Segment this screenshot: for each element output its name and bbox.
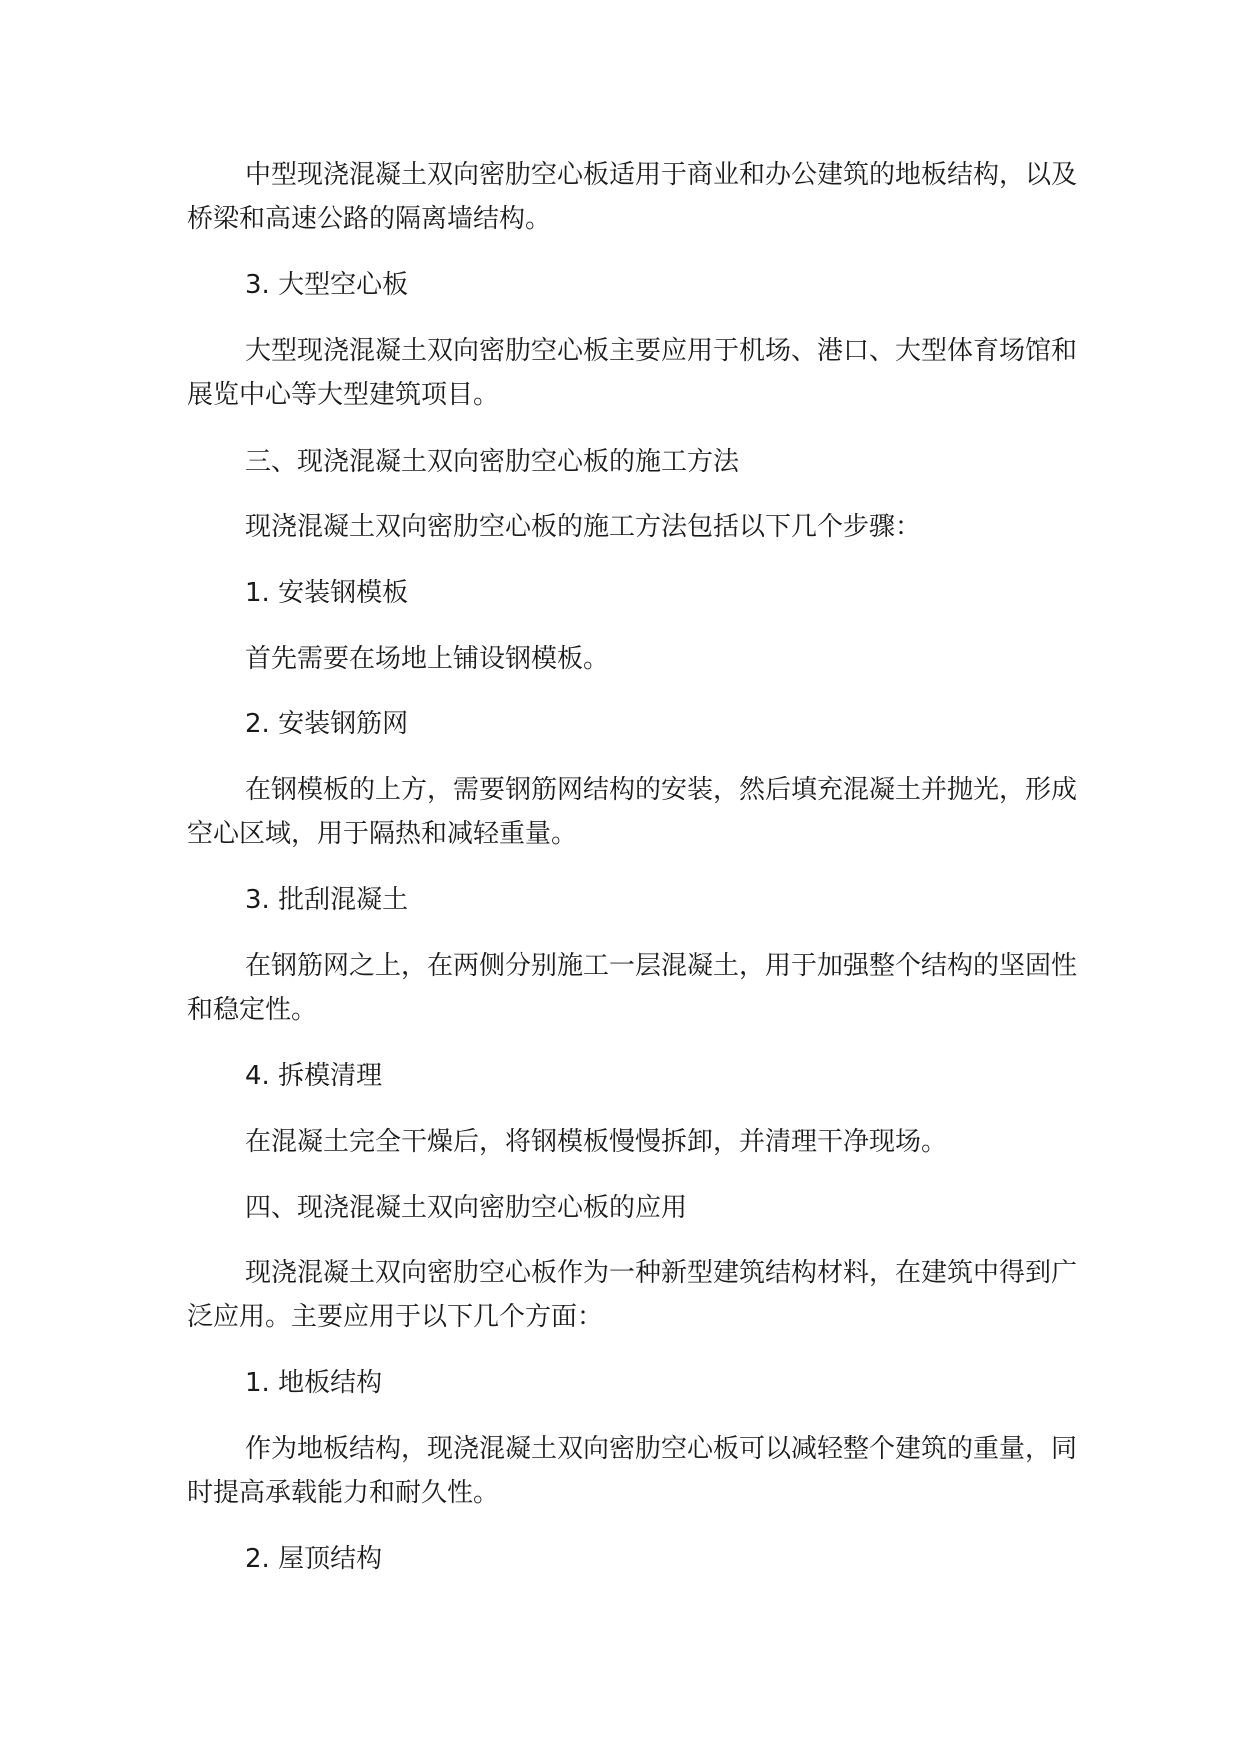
paragraph-floor-structure: 作为地板结构，现浇混凝土双向密肋空心板可以减轻整个建筑的重量，同时提高承载能力和耐久性。 [187, 1434, 1078, 1508]
paragraph-medium-slab-usage: 中型现浇混凝土双向密肋空心板适用于商业和办公建筑的地板结构，以及桥梁和高速公路的隔离墙结构。 [187, 160, 1078, 234]
item-heading-floor-structure: 1. 地板结构 [245, 1368, 383, 1398]
step-heading-rebar-mesh: 2. 安装钢筋网 [245, 709, 409, 739]
paragraph-concrete-scraping: 在钢筋网之上，在两侧分别施工一层混凝土，用于加强整个结构的坚固性和稳定性。 [187, 951, 1078, 1025]
paragraph-rebar-mesh: 在钢模板的上方，需要钢筋网结构的安装，然后填充混凝土并抛光，形成空心区域，用于隔热和减轻重量。 [187, 775, 1078, 849]
step-heading-concrete-scraping: 3. 批刮混凝土 [245, 885, 409, 915]
item-heading-roof-structure: 2. 屋顶结构 [245, 1544, 383, 1574]
step-heading-steel-formwork: 1. 安装钢模板 [245, 578, 409, 608]
paragraph-steel-formwork: 首先需要在场地上铺设钢模板。 [245, 644, 610, 674]
paragraph-large-slab-usage: 大型现浇混凝土双向密肋空心板主要应用于机场、港口、大型体育场馆和展览中心等大型建筑项目。 [187, 336, 1078, 410]
section-heading-application: 四、现浇混凝土双向密肋空心板的应用 [245, 1193, 688, 1223]
step-heading-demolding: 4. 拆模清理 [245, 1061, 383, 1091]
paragraph-demolding: 在混凝土完全干燥后，将钢模板慢慢拆卸，并清理干净现场。 [245, 1127, 948, 1157]
section-heading-construction-method: 三、现浇混凝土双向密肋空心板的施工方法 [245, 447, 740, 477]
paragraph-application-intro: 现浇混凝土双向密肋空心板作为一种新型建筑结构材料，在建筑中得到广泛应用。主要应用于以下几个方面： [187, 1258, 1078, 1332]
heading-large-slab: 3. 大型空心板 [245, 270, 409, 300]
paragraph-construction-intro: 现浇混凝土双向密肋空心板的施工方法包括以下几个步骤： [245, 512, 922, 542]
